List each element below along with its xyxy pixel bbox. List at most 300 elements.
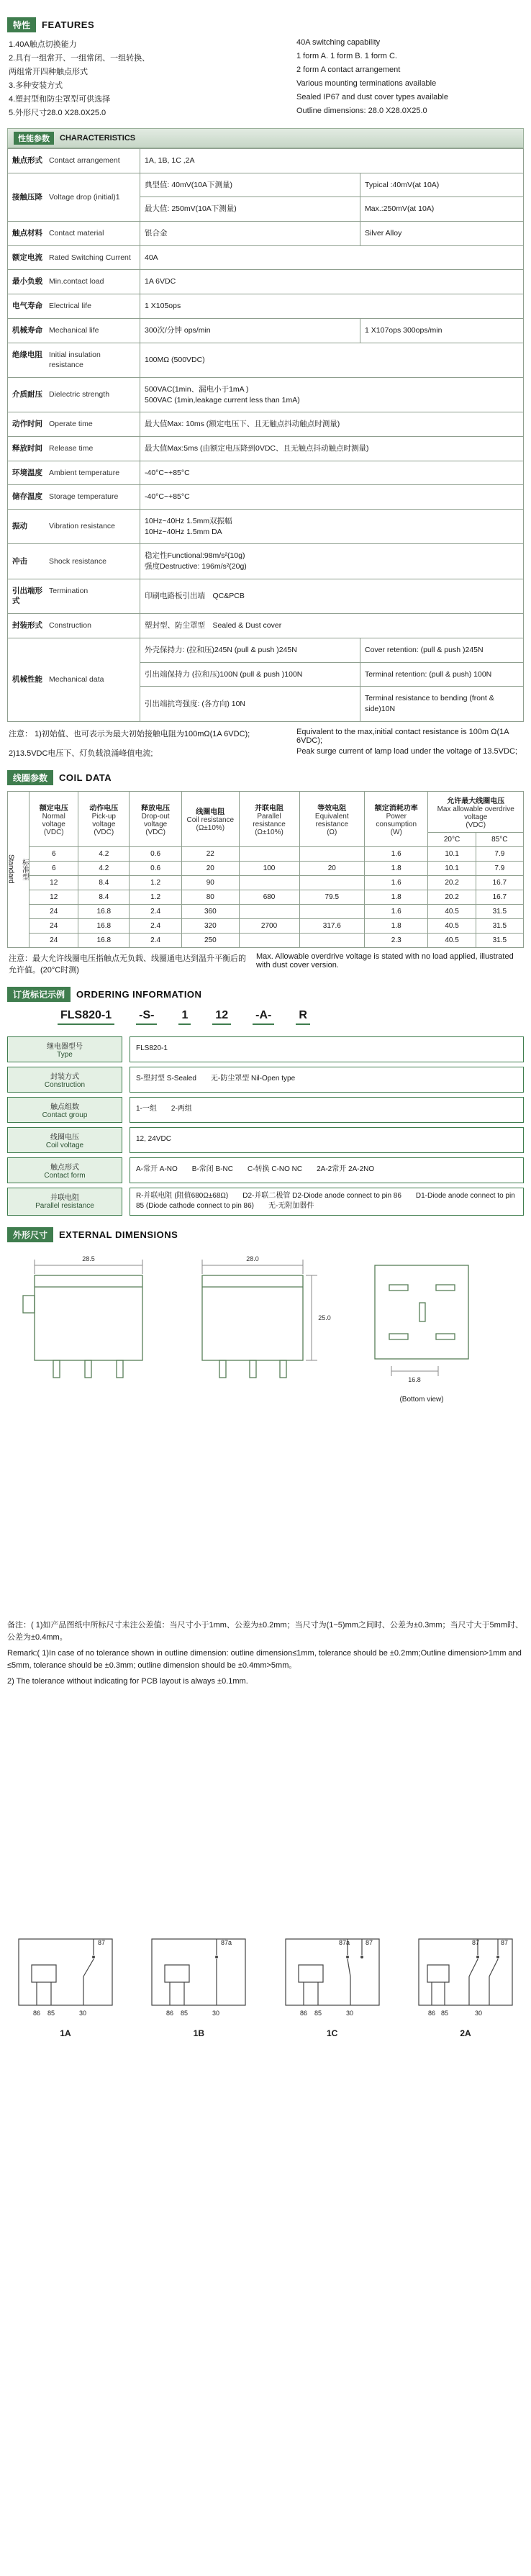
list-item [9, 107, 522, 118]
value-cell: 塑封型、防尘罩型 Sealed & Dust cover [140, 614, 524, 638]
label-en: Initial insulation resistance [49, 350, 101, 370]
label-cn: 引出端形式 [12, 586, 42, 606]
coil-data-cell [299, 904, 365, 918]
dimensions-title-cn: 外形尺寸 [7, 1227, 53, 1242]
column-header [239, 791, 299, 846]
pin-label: 85 [181, 2009, 189, 2017]
ordering-row-value: S-塑封型 S-Sealed 无-防尘罩型 Nil-Open type [130, 1067, 524, 1093]
coil-data-cell: 16.8 [78, 918, 130, 933]
row-label-cell [8, 318, 140, 343]
coil-data-cell: 24 [30, 904, 78, 918]
pin-label: 86 [33, 2009, 41, 2017]
coil-data-cell: 6 [30, 861, 78, 875]
label-cn: 动作时间 [12, 420, 42, 429]
dimension-drawings [7, 1252, 524, 1404]
coil-data-cell: 1.2 [130, 890, 182, 904]
value-cell: -40°C~+85°C [140, 461, 524, 485]
ordering-title-en: ORDERING INFORMATION [76, 988, 202, 1000]
column-subheader: 20°C [428, 832, 476, 846]
label-en: Construction [49, 621, 91, 631]
coil-data-cell: 2.4 [130, 918, 182, 933]
header-en: Max allowable overdrive voltage [437, 805, 514, 821]
value-cell: -40°C~+85°C [140, 485, 524, 510]
table-row [8, 294, 524, 319]
wiring-diagram-1c [278, 1933, 386, 2038]
ordering-label-en: Contact form [44, 1171, 86, 1180]
code-segment: -A- [253, 1009, 274, 1025]
coil-data-row [30, 846, 524, 861]
dim-front-width: 28.5 [82, 1255, 95, 1262]
note-en: Peak surge current of lamp load under the voltage of 13.5VDC; [296, 746, 517, 756]
label-cn: 绝缘电阻 [12, 350, 42, 359]
pin-label: 30 [79, 2009, 87, 2017]
ordering-row [7, 1157, 524, 1183]
coil-data-cell: 20 [299, 861, 365, 875]
contact-dot [476, 1956, 479, 1958]
ordering-row [7, 1036, 524, 1062]
coil-data-cell: 1.6 [365, 875, 428, 890]
coil-data-cell: 16.8 [78, 904, 130, 918]
coil-data-cell: 1.8 [365, 918, 428, 933]
coil-data-cell: 0.6 [130, 846, 182, 861]
coil-data-cell: 79.5 [299, 890, 365, 904]
list-item [9, 79, 522, 91]
wiring-drawing-1c [278, 1933, 386, 2025]
dim-side-height: 25.0 [318, 1314, 331, 1321]
value-cell: 最大值Max:5ms (由额定电压降到0VDC、且无触点抖动触点时测量) [140, 436, 524, 461]
label-en: Storage temperature [49, 492, 119, 502]
wiring-label: 1B [193, 2028, 204, 2038]
label-cn: 最小负载 [12, 277, 42, 286]
pin-label: 30 [474, 2009, 482, 2017]
ordering-row [7, 1188, 524, 1216]
coil-data-cell: 320 [182, 918, 240, 933]
value-cell: 引出端抗弯强度: (各方向) 10N [140, 687, 360, 721]
header-en: Coil resistance [186, 816, 235, 825]
header-cn: 释放电压 [141, 804, 171, 813]
coil-data-cell: 16.8 [78, 933, 130, 947]
value-cell: 引出端保持力 (拉和压)100N (pull & push )100N [140, 662, 360, 687]
coil-data-cell [299, 846, 365, 861]
coil-data-cell: 40.5 [428, 904, 476, 918]
value-cell: Terminal retention: (pull & push) 100N [360, 662, 524, 687]
value-cell: 银合金 [140, 222, 360, 246]
features-list [9, 38, 522, 118]
value-cell: 最大值: 250mV(10A下测量) [140, 197, 360, 222]
header-en: Drop-out voltage [141, 812, 170, 828]
label-cn: 介质耐压 [12, 390, 42, 399]
table-row [8, 173, 524, 197]
ordering-label-en: Parallel resistance [35, 1201, 94, 1210]
label-en: Voltage drop (initial)1 [49, 192, 120, 202]
coil-data-row [30, 918, 524, 933]
table-row [8, 377, 524, 412]
pin-label: 30 [345, 2009, 353, 2017]
label-en: Operate time [49, 420, 93, 429]
value-line: 10Hz~40Hz 1.5mm双振幅 [145, 517, 232, 525]
table-row [8, 461, 524, 485]
table-row [8, 343, 524, 377]
bottom-view-caption: (Bottom view) [399, 1395, 444, 1404]
coil-data-cell [239, 904, 299, 918]
value-cell [140, 510, 524, 544]
coil-note [9, 952, 522, 975]
pin-label: 87a [221, 1938, 232, 1946]
pin-label: 86 [427, 2009, 435, 2017]
label-en: Ambient temperature [49, 468, 120, 477]
coil-data-cell: 24 [30, 933, 78, 947]
list-item [9, 93, 522, 104]
value-cell: 1A, 1B, 1C ,2A [140, 149, 524, 173]
feature-cn: 1.40A触点切换能力 [9, 40, 77, 49]
label-en: Termination [49, 586, 88, 595]
coil-data-cell [239, 875, 299, 890]
code-segment: -S- [136, 1009, 157, 1025]
characteristics-title-en: CHARACTERISTICS [60, 134, 136, 143]
coil-data-cell: 22 [182, 846, 240, 861]
coil-data-cell: 12 [30, 875, 78, 890]
pin-label: 86 [166, 2009, 174, 2017]
circuit-lines [286, 1939, 379, 2005]
table-row [8, 222, 524, 246]
header-cn: 允许最大线圈电压 [447, 797, 505, 805]
front-view-figure [7, 1252, 169, 1404]
column-header [130, 791, 182, 846]
label-en: Shock resistance [49, 556, 106, 566]
label-cn: 触点材料 [12, 229, 42, 238]
coil-section-title [7, 770, 524, 785]
coil-data-cell [299, 875, 365, 890]
code-segment: R [296, 1009, 310, 1025]
row-label-cell [8, 614, 140, 638]
relay-outline [202, 1275, 303, 1378]
wiring-label: 1C [326, 2028, 338, 2038]
coil-data-cell: 2.4 [130, 933, 182, 947]
ordering-label-cn: 继电器型号 [47, 1042, 83, 1051]
feature-en: 1 form A. 1 form B. 1 form C. [296, 52, 397, 60]
bottom-view-figure [350, 1252, 494, 1404]
table-row [8, 436, 524, 461]
coil-data-cell: 1.8 [365, 890, 428, 904]
pin-label: 85 [440, 2009, 448, 2017]
coil-data-cell: 7.9 [476, 846, 523, 861]
column-header [30, 791, 78, 846]
header-en: Parallel resistance [253, 812, 286, 828]
ordering-row-label [7, 1097, 122, 1123]
label-cn: 储存温度 [12, 492, 42, 502]
coil-data-cell [299, 933, 365, 947]
contact-dot [360, 1956, 363, 1958]
column-header [78, 791, 130, 846]
label-en: Min.contact load [49, 277, 104, 286]
characteristics-title-cn: 性能参数 [14, 132, 54, 145]
value-cell: Silver Alloy [360, 222, 524, 246]
circuit-lines [419, 1939, 512, 2005]
remark-line: Remark:( 1)In case of no tolerance shown in outline dimension: outline dimension≤1mm, tolerance should be ±0.2mm;Outline dimension>1mm and ≤5mm, tolerance should be ±0.3mm; outline dimension should be ±0.4mm>5mm。 [7, 1648, 522, 1671]
wiring-diagrams [12, 1933, 519, 2038]
column-subheader: 85°C [476, 832, 523, 846]
coil-table-body [30, 846, 524, 947]
coil-data-cell: 20.2 [428, 890, 476, 904]
table-row [8, 614, 524, 638]
feature-en: 40A switching capability [296, 38, 381, 47]
label-cn: 机械寿命 [12, 325, 42, 335]
pin-label: 86 [299, 2009, 307, 2017]
characteristics-notes [9, 728, 522, 759]
contact-dot [215, 1956, 218, 1958]
table-row [8, 544, 524, 579]
pin-label: 30 [212, 2009, 220, 2017]
label-en: Contact material [49, 229, 104, 238]
table-row [30, 791, 524, 832]
column-header [365, 791, 428, 846]
header-en: Normal voltage [42, 812, 65, 828]
coil-data-cell: 8.4 [78, 890, 130, 904]
contact-dot [92, 1956, 95, 1958]
ordering-label-cn: 触点形式 [50, 1163, 79, 1172]
ordering-label-cn: 触点组数 [50, 1103, 79, 1111]
coil-data-cell [239, 846, 299, 861]
coil-data-cell: 16.7 [476, 875, 523, 890]
side-view-drawing [182, 1252, 337, 1404]
value-cell: 印刷电路板引出端 QC&PCB [140, 579, 524, 613]
feature-en: Outline dimensions: 28.0 X28.0X25.0 [296, 107, 427, 115]
dimensions-title-en: EXTERNAL DIMENSIONS [59, 1229, 178, 1240]
side-view-figure [182, 1252, 337, 1404]
coil-side-label [7, 791, 29, 948]
header-unit: (VDC) [145, 828, 165, 836]
label-cn: 接触压降 [12, 192, 42, 202]
label-en: Release time [49, 443, 94, 453]
wiring-drawing-1b [145, 1933, 253, 2025]
table-row [8, 149, 524, 173]
row-label-cell [8, 377, 140, 412]
header-en: Power consumption [376, 812, 417, 828]
circuit-lines [19, 1939, 112, 2005]
value-cell [140, 377, 524, 412]
ordering-row [7, 1067, 524, 1093]
value-cell: 外壳保持力: (拉和压)245N (pull & push )245N [140, 638, 360, 662]
coil-data-cell: 31.5 [476, 933, 523, 947]
coil-data-cell: 317.6 [299, 918, 365, 933]
code-segment: FLS820-1 [58, 1009, 114, 1025]
label-cn: 冲击 [12, 556, 27, 566]
header-unit: (W) [390, 828, 402, 836]
feature-cn: 4.塑封型和防尘罩型可供选择 [9, 95, 111, 104]
coil-side-cn: 标准型 [20, 858, 29, 880]
coil-data-row [30, 890, 524, 904]
label-cn: 额定电流 [12, 253, 42, 262]
ordering-row-value: 12, 24VDC [130, 1127, 524, 1153]
value-cell: 1 X105ops [140, 294, 524, 319]
bottom-view-drawing [350, 1252, 494, 1393]
table-row [8, 412, 524, 437]
wiring-label: 1A [60, 2028, 71, 2038]
ordering-row-value: R-并联电阻 (阻值680Ω±68Ω) D2-并联二极管 D2-Diode anode connect to pin 86 D1-Diode anode connect to pin 85 (Diode cathode connect to pin 86) 无-无附加器件 [130, 1188, 524, 1216]
coil-data-cell: 0.6 [130, 861, 182, 875]
row-label-cell [8, 461, 140, 485]
table-row [8, 485, 524, 510]
label-en: Dielectric strength [49, 390, 110, 399]
coil-data-cell [239, 933, 299, 947]
coil-data-row [30, 875, 524, 890]
coil-data-cell: 16.7 [476, 890, 523, 904]
header-unit: (Ω±10%) [196, 824, 225, 833]
ordering-row-label [7, 1157, 122, 1183]
value-cell: 300次/分钟 ops/min [140, 318, 360, 343]
row-label-cell [8, 294, 140, 319]
ordering-row-label [7, 1067, 122, 1093]
ordering-label-en: Contact group [42, 1111, 88, 1119]
note-en: Equivalent to the max,initial contact resistance is 100m Ω(1A 6VDC); [296, 727, 509, 745]
label-cn: 封装形式 [12, 621, 42, 631]
row-label-cell [8, 579, 140, 613]
coil-title-cn: 线圈参数 [7, 770, 53, 785]
table-row [8, 270, 524, 294]
header-unit: (Ω) [327, 828, 337, 836]
row-label-cell [8, 270, 140, 294]
coil-data-cell: 20.2 [428, 875, 476, 890]
value-line: 500VAC(1min、漏电小于1mA ) [145, 384, 249, 394]
note-line [9, 728, 522, 745]
row-label-cell [8, 412, 140, 437]
feature-en: Sealed IP67 and dust cover types available [296, 93, 448, 101]
coil-data-cell: 2.4 [130, 904, 182, 918]
feature-en: 2 form A contact arrangement [296, 65, 401, 74]
row-label-cell [8, 544, 140, 579]
pin-label: 87 [471, 1938, 479, 1946]
front-view-drawing [7, 1252, 169, 1404]
value-cell: 典型值: 40mV(10A下测量) [140, 173, 360, 197]
value-line: 500VAC (1min,leakage current less than 1mA) [145, 395, 300, 405]
ordering-row-label [7, 1036, 122, 1062]
list-item [9, 38, 522, 50]
relay-outline [375, 1265, 468, 1359]
wiring-diagram-1b [145, 1933, 253, 2038]
note-en: Max. Allowable overdrive voltage is stated with no load applied, illustrated with dust cover version. [256, 952, 514, 970]
value-cell: Terminal resistance to bending (front & side)10N [360, 687, 524, 721]
coil-data-row [30, 861, 524, 875]
label-en: Vibration resistance [49, 522, 116, 531]
coil-data-cell: 31.5 [476, 918, 523, 933]
code-segment: 12 [212, 1009, 231, 1025]
feature-cn: 2.具有一组常开、一组常闭、一组转换、 [9, 54, 150, 63]
features-title-cn: 特性 [7, 17, 36, 32]
value-cell: 1 X107ops 300ops/min [360, 318, 524, 343]
feature-cn: 3.多种安装方式 [9, 81, 63, 90]
pin-label: 85 [314, 2009, 322, 2017]
pin-label: 87 [365, 1938, 373, 1946]
value-line: 强度Destructive: 196m/s²(20g) [145, 562, 247, 571]
features-section-title [7, 17, 524, 32]
coil-data-cell: 4.2 [78, 846, 130, 861]
label-cn: 电气寿命 [12, 302, 42, 311]
header-cn: 等效电阻 [317, 804, 347, 813]
coil-data-cell: 250 [182, 933, 240, 947]
remark-line: 备注：( 1)如产品图纸中所标尺寸未注公差值：当尺寸小于1mm、公差为±0.2mm；当尺寸为(1~5)mm之间时、公差为±0.3mm；当尺寸大于5mm时、公差为±0.4mm。 [7, 1620, 524, 1642]
wiring-drawing-1a [12, 1933, 119, 2025]
pin-label: 87a [338, 1938, 350, 1946]
header-cn: 额定电压 [39, 804, 68, 813]
ordering-section-title [7, 987, 524, 1002]
coil-data-row [30, 933, 524, 947]
note-cn: 注意： 1)初始值、也可表示为最大初始接触电阻为100mΩ(1A 6VDC); [9, 729, 250, 738]
coil-data-cell: 40.5 [428, 918, 476, 933]
row-label-cell [8, 638, 140, 721]
header-cn: 动作电压 [89, 804, 119, 813]
coil-data-cell: 1.6 [365, 846, 428, 861]
coil-data-cell: 90 [182, 875, 240, 890]
value-cell: Typical :40mV(at 10A) [360, 173, 524, 197]
coil-data-cell: 2.3 [365, 933, 428, 947]
label-en: Rated Switching Current [49, 253, 131, 262]
characteristics-header [7, 128, 524, 148]
table-row [8, 579, 524, 613]
coil-data-cell: 2700 [239, 918, 299, 933]
label-cn: 振动 [12, 522, 27, 531]
coil-table [29, 791, 524, 948]
wiring-drawing-2a [412, 1933, 519, 2025]
feature-cn: 两组常开四种触点形式 [9, 68, 88, 76]
coil-data-cell: 10.1 [428, 861, 476, 875]
coil-data-cell: 31.5 [476, 904, 523, 918]
note-line [9, 747, 522, 759]
coil-data-cell: 24 [30, 918, 78, 933]
row-label-cell [8, 149, 140, 173]
row-label-cell [8, 510, 140, 544]
coil-data-cell: 1.6 [365, 904, 428, 918]
dim-bottom-width: 16.8 [408, 1375, 421, 1383]
column-header [428, 791, 524, 832]
ordering-title-cn: 订货标记示例 [7, 987, 71, 1002]
label-cn: 触点形式 [12, 156, 42, 165]
ordering-label-cn: 线圈电压 [50, 1133, 79, 1142]
label-en: Mechanical life [49, 325, 99, 335]
header-cn: 额定消耗功率 [374, 804, 418, 813]
table-row [8, 245, 524, 270]
ordering-row [7, 1127, 524, 1153]
coil-data-cell: 4.2 [78, 861, 130, 875]
contact-dot [346, 1956, 349, 1958]
column-header [299, 791, 365, 846]
label-cn: 释放时间 [12, 443, 42, 453]
ordering-row-label [7, 1127, 122, 1153]
table-row [8, 638, 524, 662]
ordering-row-value: 1-一组 2-两组 [130, 1097, 524, 1123]
value-cell: Cover retention: (pull & push )245N [360, 638, 524, 662]
dimension-lines [202, 1260, 317, 1360]
value-line: 10Hz~40Hz 1.5mm DA [145, 527, 222, 536]
ordering-label-en: Coil voltage [45, 1141, 84, 1149]
row-label-cell [8, 245, 140, 270]
circuit-lines [152, 1939, 245, 2005]
features-title-en: FEATURES [42, 19, 95, 30]
column-header [182, 791, 240, 846]
coil-title-en: COIL DATA [59, 772, 112, 783]
coil-data-cell: 360 [182, 904, 240, 918]
table-row [8, 318, 524, 343]
row-label-cell [8, 485, 140, 510]
value-cell: 40A [140, 245, 524, 270]
coil-data-cell: 100 [239, 861, 299, 875]
dimensions-section-title [7, 1227, 524, 1242]
ordering-label-en: Construction [44, 1080, 86, 1089]
row-label-cell [8, 436, 140, 461]
note-cn: 注意：最大允许线圈电压指触点无负载、线圈通电达到温升平衡后的允许值。(20°C时测) [9, 954, 246, 975]
value-cell: 最大值Max: 10ms (额定电压下、且无触点抖动触点时测量) [140, 412, 524, 437]
ordering-rows [7, 1036, 524, 1216]
dim-side-width: 28.0 [246, 1255, 259, 1262]
